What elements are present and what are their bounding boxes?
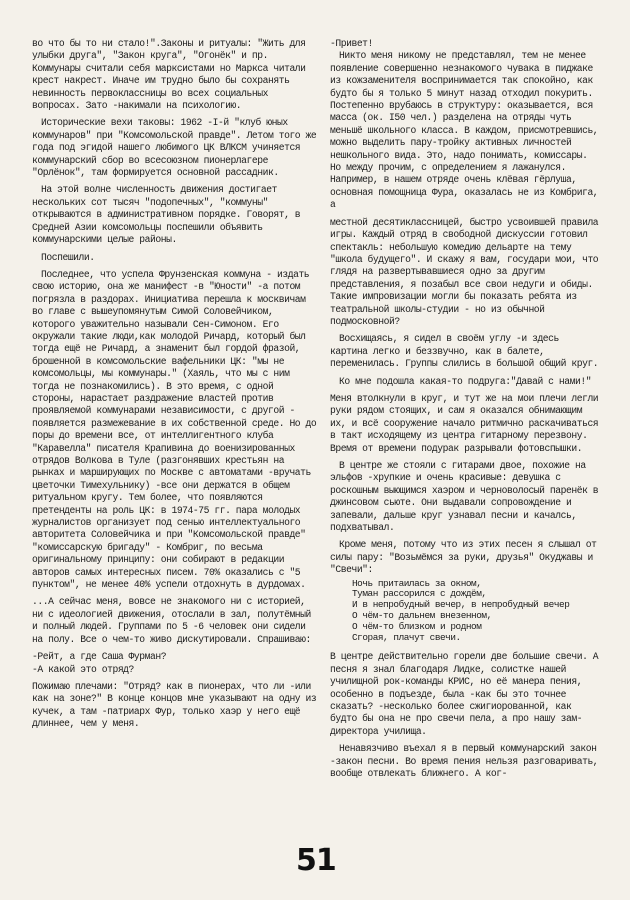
paragraph: На этой волне численность движения достигает нескольких сот тысяч "подопечных", "коммуны" открываются в административном порядке. Говорят, в Средней Азии комсомольцы поспешили объявить коммунарскими целые районы. [32, 184, 301, 246]
paragraph: Никто меня никому не представлял, тем не менее появление совершенно незнакомого чувака в пиджаке из кожзаменителя воспринимается так спокойно, как будто бы я только 5 минут назад отходил покурить. Постепенно врубаюсь в структуру: оказывается, вся масса (ок. I50 чел.) разделена на отряды чуть меньшё школьного класса. В каждом, присмотревшись, можно выделить пару-тройку активных личностей нешкольного вида. Это, надо понимать, комиссары. Но между прочим, с определением я лажанулся. Например, в нашем отряде очень клёвая гёрлуша, основная помощница Фура, оказалась не из Комбрига, а [330, 50, 599, 211]
paragraph: местной десятиклассницей, быстро усвоившей правила игры. Каждый отряд в свободной дискуссии готовил спектакль: небольшую комедию дельарте на тему "школа будущего". И скажу я вам, государи мои, что глядя на развертывавшиеся одно за другим представления, я позабыл все свои недуги и обиды. Такие импровизации могли бы показать ребята из театральной школы-студии - но из обычной подмосковной? [330, 216, 599, 327]
paragraph: Пожимаю плечами: "Отряд? как в пионерах, что ли -или как на зоне?" В конце концов мне указывают на одну из кучек, а там -патриарх Фур, только хаэр у него ещё длиннее, чем у меня. [32, 680, 317, 730]
paragraph: во что бы то ни стало!".Законы и ритуалы: "Жить для улыбки друга", "Закон круга", "Огонёк" и пр. Коммунары считали себя марксистами но Маркса читали крест накрест. Иначе им трудно было бы сохранять невинность первоклассницы во всех социальных вопросах. Зато -накимали на психологию. [32, 38, 306, 112]
paragraph: ...А сейчас меня, вовсе не знакомого ни с историей, ни с идеологией движения, отослали в зал, полутёмный и полный людей. Группами по 5 -6 человек они сидели на полу. Все о чем-то живо дискутировали. Спрашиваю: [32, 596, 311, 645]
paragraph: Восхищаясь, я сидел в своём углу -и здесь картина легко и беззвучно, как в балете, переменилась. Группы слились в большой общий круг. [330, 333, 599, 370]
paragraph: Ненавязчиво въехал я в первый коммунарский закон -закон песни. Во время пения нельзя разговаривать, вообще отвлекать ближнего. А ког- [330, 743, 599, 780]
left-column [32, 38, 320, 736]
paragraph: В центре действительно горели две большие свечи. А песня я знал благодаря Лидке, солистке нашей училищной рок-команды КРИС, но её манера пения, особенно в подъезде, была -как бы это точнее сказать? -несколько более сжигиорованной, как будто бы она не про свечи пела, а про нашу зам-директора училища. [330, 651, 599, 737]
dialogue-line: -Рейт, а где Саша Фурман? [32, 651, 167, 663]
paragraph: В центре же стояли с гитарами двое, похожие на эльфов -хрупкие и очень красивые: девушка с роскошным выющимся хаэром и черноволосый паренёк в джинсовом сьюте. Они выдавали сопровождение и запевали, дальше круг узнавал песни и качалсь, подхватывал. [330, 460, 599, 534]
paragraph: Ко мне подошла какая-то подруга:"Давай с нами!" [339, 375, 592, 387]
paragraph: Исторические вехи таковы: 1962 -I-й "клуб юных коммунаров" при "Комсомольской правде". Летом того же года под эгидой нашего любимого ЦК ВЛКСМ учиняется коммунарский сбор во всесоюзном пионерлагере "Орлёнок", там формируется основной рассадник. [32, 117, 317, 179]
paragraph: Поспешили. [41, 251, 95, 263]
song-lyrics: Ночь притаилась за окном, Туман рассорился с дождём, И в непробудный вечер, в непробудный вечер О чём-то дальнем внезенном, О чём-то близком и родном Сгорая, плачут свечи. [352, 577, 570, 643]
right-column [330, 38, 600, 786]
paragraph: Меня втолкнули в круг, и тут же на мои плечи легли руки рядом стоящих, и сам я оказался обнимающим их, и всё сооружение начало ритмично раскачиваться в такт исходящему из центра гитарному перезвону. Время от времени подурак разрывали фотовспышки. [330, 392, 599, 454]
dialogue-line: -Привет! [330, 38, 373, 49]
paragraph: Кроме меня, потому что из этих песен я слышал от силы пару: "Возьмёмся за руки, друзья" Окуджавы и "Свечи": [330, 539, 597, 576]
paragraph: Последнее, что успела Фрунзенская коммуна - издать свою историю, она же манифест -в "Юности" -а потом погрязла в раздорах. Инициатива перешла к москвичам во главе с вышеупомянутым Симой Соловейчиком, которого уважительно называли Сен-Симоном. Его окружали такие люди,как молодой Ричард, который был тогда ещё не Ричард, а знаменит был гордой фразой, брошенной в комсомольские вафельники ЦК: "мы не комсомольцы, мы коммунары." (Хаяль, что мы с ним тогда не познакомились). В это время, с одной стороны, нарастает раздражение властей против проявляемой коммунарами независимости, с другой - появляется размежевание в их собственной среде. Но до поры до времени все, от интеллигентного клуба "Каравелла" писателя Крапивина до военизированных отрядов Волкова в Туле (разгонявших крестьян на рынках и марширующих по Москве с автоматами -вручать цветочки Тимехульнику) -все они держатся в общем ритуальном кругу. Тем более, что появляются претенденты на роль ЦК: в 1974-75 гг. пара молодых журналистов организует под сенью интеллектуального авторитета Соловейчика и при "Комсомольской правде" "комиссарскую бригаду" - Комбриг, по весьма оригинальному принципу: они собирают в редакции авторов самых интересных писем. 70% оказались с "5 пунктом", не менее 40% успели отдохнуть в дурдомах. [32, 268, 317, 591]
page-number: 51 [296, 843, 336, 878]
dialogue-line: -А какой это отряд? [32, 663, 134, 675]
